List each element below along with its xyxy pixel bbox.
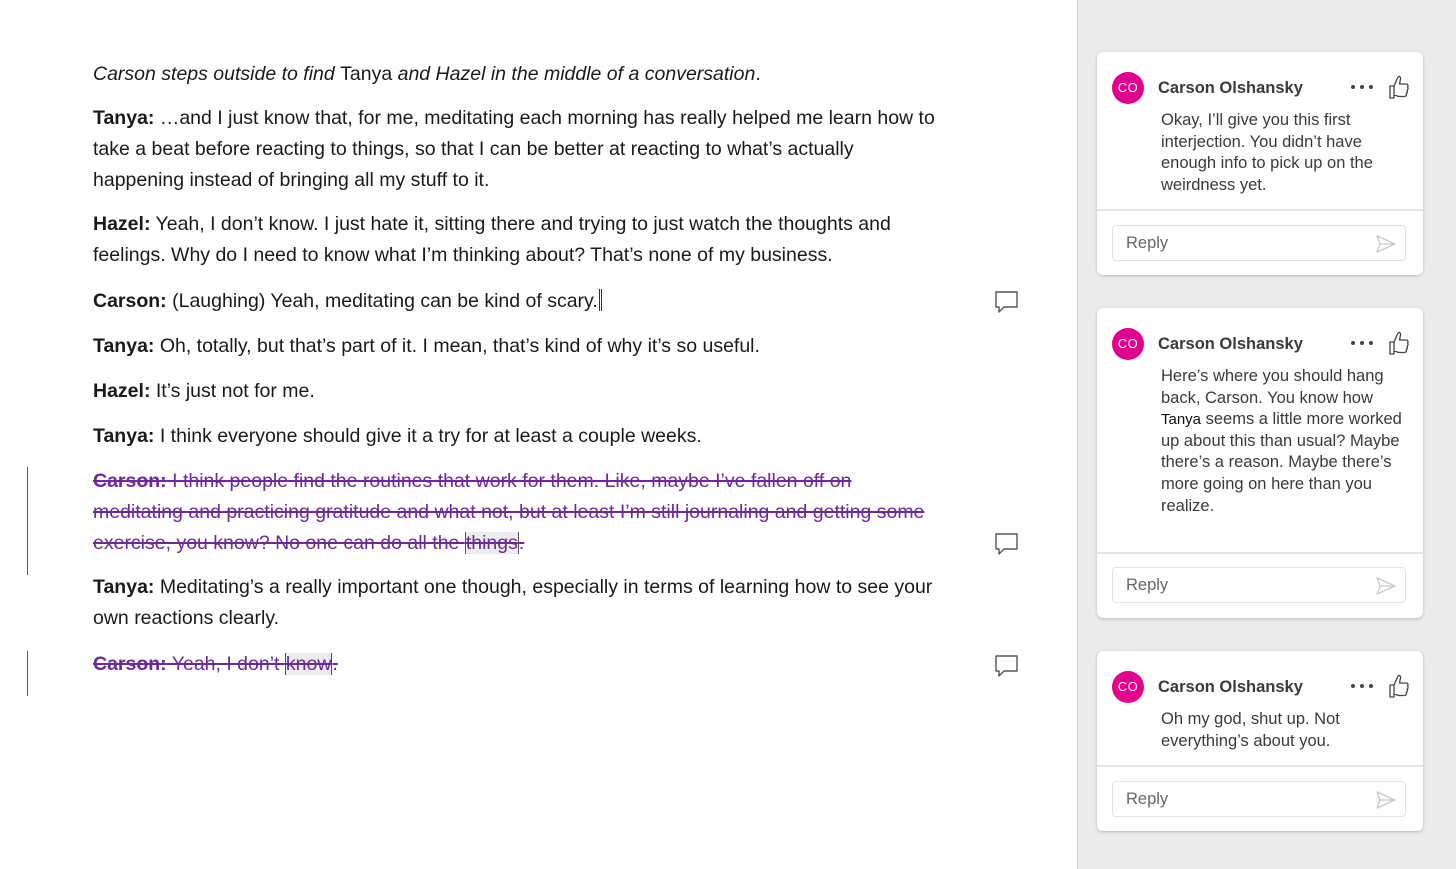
divider [1097,209,1423,211]
send-icon[interactable] [1375,790,1397,810]
comment-icon[interactable] [994,290,1020,314]
comment-icon[interactable] [994,654,1020,678]
dialogue-line-hazel-2: Hazel: It’s just not for me. [93,380,315,402]
avatar: CO [1112,328,1144,360]
reply-input[interactable] [1112,567,1406,603]
text-cursor [599,289,602,311]
reply-input[interactable] [1112,225,1406,261]
commented-text[interactable]: know [285,653,332,675]
comment-card[interactable] [1097,52,1423,275]
commented-text[interactable]: things [465,532,518,554]
send-icon[interactable] [1375,576,1397,596]
like-icon[interactable] [1387,330,1411,356]
dialogue-line-tanya-1: Tanya: …and I just know that, for me, meditating each morning has really helped me learn how to take a beat before reacting to things, so that I can be better at reacting to what’s actually happening instead of bringing all my stuff to it. [93,107,935,191]
reply-input[interactable] [1112,781,1406,817]
deleted-line-carson-3: Carson: Yeah, I don’t know. [93,653,338,675]
like-icon[interactable] [1387,673,1411,699]
avatar: CO [1112,671,1144,703]
comment-card[interactable] [1097,651,1423,831]
dialogue-line-tanya-3: Tanya: I think everyone should give it a try for at least a couple weeks. [93,425,702,447]
mention: Tanya [1161,411,1202,429]
like-icon[interactable] [1387,74,1411,100]
change-bar [27,651,28,696]
divider [1097,765,1423,767]
comment-author: Carson Olshansky [1158,79,1303,97]
dialogue-line-tanya-2: Tanya: Oh, totally, but that’s part of it. I mean, that’s kind of why it’s so useful. [93,335,760,357]
comment-author: Carson Olshansky [1158,335,1303,353]
divider [1097,552,1423,554]
comment-text: Oh my god, shut up. Not everything’s about you. [1161,710,1340,750]
reply-placeholder: Reply [1126,576,1169,594]
send-icon[interactable] [1375,234,1397,254]
dialogue-line-carson-1: Carson: (Laughing) Yeah, meditating can be kind of scary. [93,286,943,317]
comment-text: Okay, I’ll give you this first interjection. You didn’t have enough info to pick up on the weirdness yet. [1161,111,1373,194]
stage-direction: Carson steps outside to find Tanya and Hazel in the middle of a conversation. [93,63,761,85]
deleted-line-carson-2: Carson: I think people find the routines that work for them. Like, maybe I’ve fallen off on meditating and practicing gratitude and what not, but at least I’m still journaling and getting some exercise, you know? No one can do all the things. [93,470,925,554]
more-icon[interactable] [1349,677,1375,695]
avatar: CO [1112,72,1144,104]
comment-text: Here’s where you should hang back, Carson. You know how Tanya seems a little more worked up about this than usual? Maybe there’s a reason. Maybe there’s more going on here than you realize. [1161,367,1402,515]
comment-icon[interactable] [994,532,1020,556]
reply-placeholder: Reply [1126,234,1169,252]
comment-author: Carson Olshansky [1158,678,1303,696]
more-icon[interactable] [1349,334,1375,352]
change-bar [27,467,28,575]
dialogue-line-hazel-1: Hazel: Yeah, I don’t know. I just hate it, sitting there and trying to just watch the thoughts and feelings. Why do I need to know what I’m thinking about? That’s none of my business. [93,213,891,266]
reply-placeholder: Reply [1126,790,1169,808]
comment-card[interactable] [1097,308,1423,618]
dialogue-line-tanya-4: Tanya: Meditating’s a really important one though, especially in terms of learning how to see your own reactions clearly. [93,576,933,629]
more-icon[interactable] [1349,78,1375,96]
